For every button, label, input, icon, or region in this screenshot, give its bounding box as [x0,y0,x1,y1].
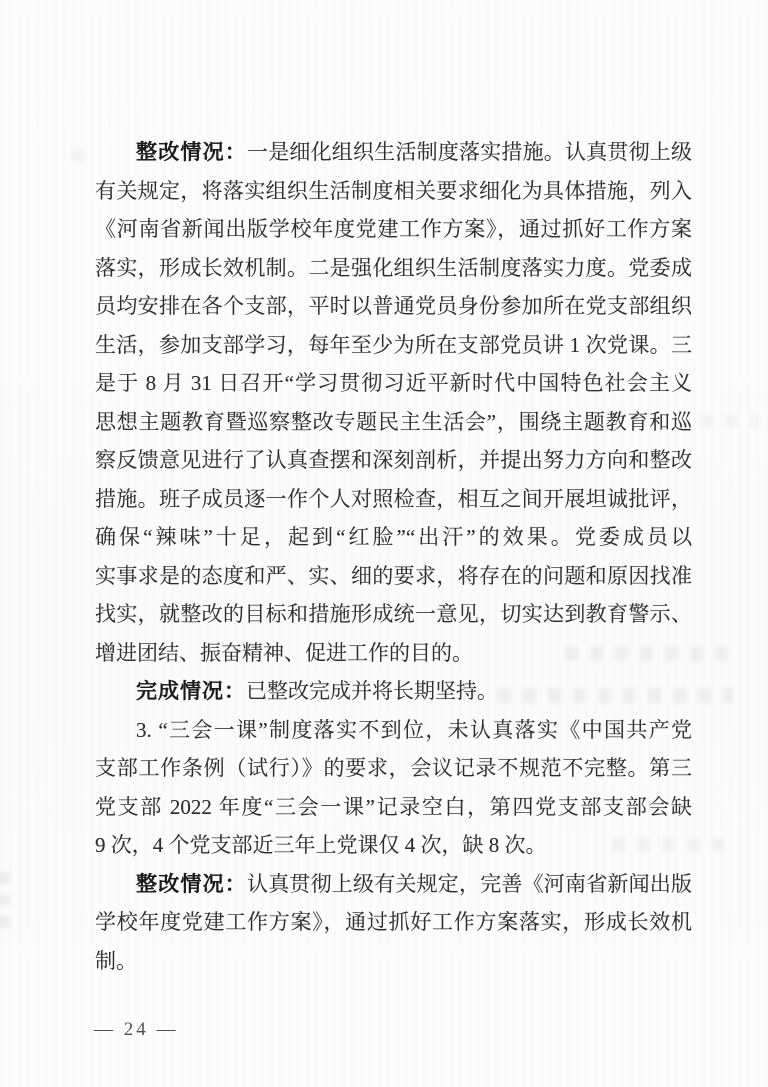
text-line: 措施。班子成员逐一作个人对照检查，相互之间开展坦诚批评， [95,486,692,511]
text-line: 完成情况：已整改完成并将长期坚持。 [136,679,498,703]
text-line: 整改情况：认真贯彻上级有关规定，完善《河南省新闻出版 [136,871,692,896]
bleedthrough-mark [0,872,10,934]
text-line: 学校年度党建工作方案》，通过抓好工作方案落实，形成长效机 [95,910,692,934]
text-line: 整改情况：一是细化组织生活制度落实措施。认真贯彻上级 [136,140,692,164]
page-number: — 24 — [94,1019,179,1040]
text-line: 确保“辣味”十足，起到“红脸”“出汗”的效果。党委成员以 [95,525,692,549]
text-line: 生活，参加支部学习，每年至少为所在支部党员讲 1 次党课。三 [95,332,692,357]
text-line: 落实，形成长效机制。二是强化组织生活制度落实力度。党委成 [95,255,692,280]
paragraph-label: 整改情况： [136,871,247,896]
document-body-text [95,133,692,980]
text-line: 实事求是的态度和严、实、细的要求，将存在的问题和原因找准 [95,563,692,588]
text-line: 9 次，4 个党支部近三年上党课仅 4 次，缺 8 次。 [95,833,547,857]
text-line: 员均安排在各个支部，平时以普通党员身份参加所在党支部组织 [95,294,692,318]
text-line: 察反馈意见进行了认真查摆和深刻剖析，并提出努力方向和整改 [95,448,692,472]
text-line: 思想主题教育暨巡察整改专题民主生活会”，围绕主题教育和巡 [95,409,692,434]
bleedthrough-mark [700,415,760,428]
text-line: 是于 8 月 31 日召开“学习贯彻习近平新时代中国特色社会主义 [95,371,692,395]
bleedthrough-mark [72,148,90,162]
text-line: 增进团结、振奋精神、促进工作的目的。 [95,640,473,665]
text-line: 找实，就整改的目标和措施形成统一意见，切实达到教育警示、 [95,602,692,626]
text-line: 制。 [95,948,137,973]
paragraph-label: 整改情况： [136,140,247,164]
text-line: 3. “三会一课”制度落实不到位，未认真落实《中国共产党 [136,717,692,742]
text-line: 党支部 2022 年度“三会一课”记录空白，第四党支部支部会缺 [95,794,692,819]
text-line: 有关规定，将落实组织生活制度相关要求细化为具体措施，列入 [95,178,692,203]
text-line: 《河南省新闻出版学校年度党建工作方案》，通过抓好工作方案 [95,217,692,241]
paragraph-label: 完成情况： [136,679,246,703]
text-line: 支部工作条例（试行）》的要求，会议记录不规范不完整。第三 [95,756,692,780]
